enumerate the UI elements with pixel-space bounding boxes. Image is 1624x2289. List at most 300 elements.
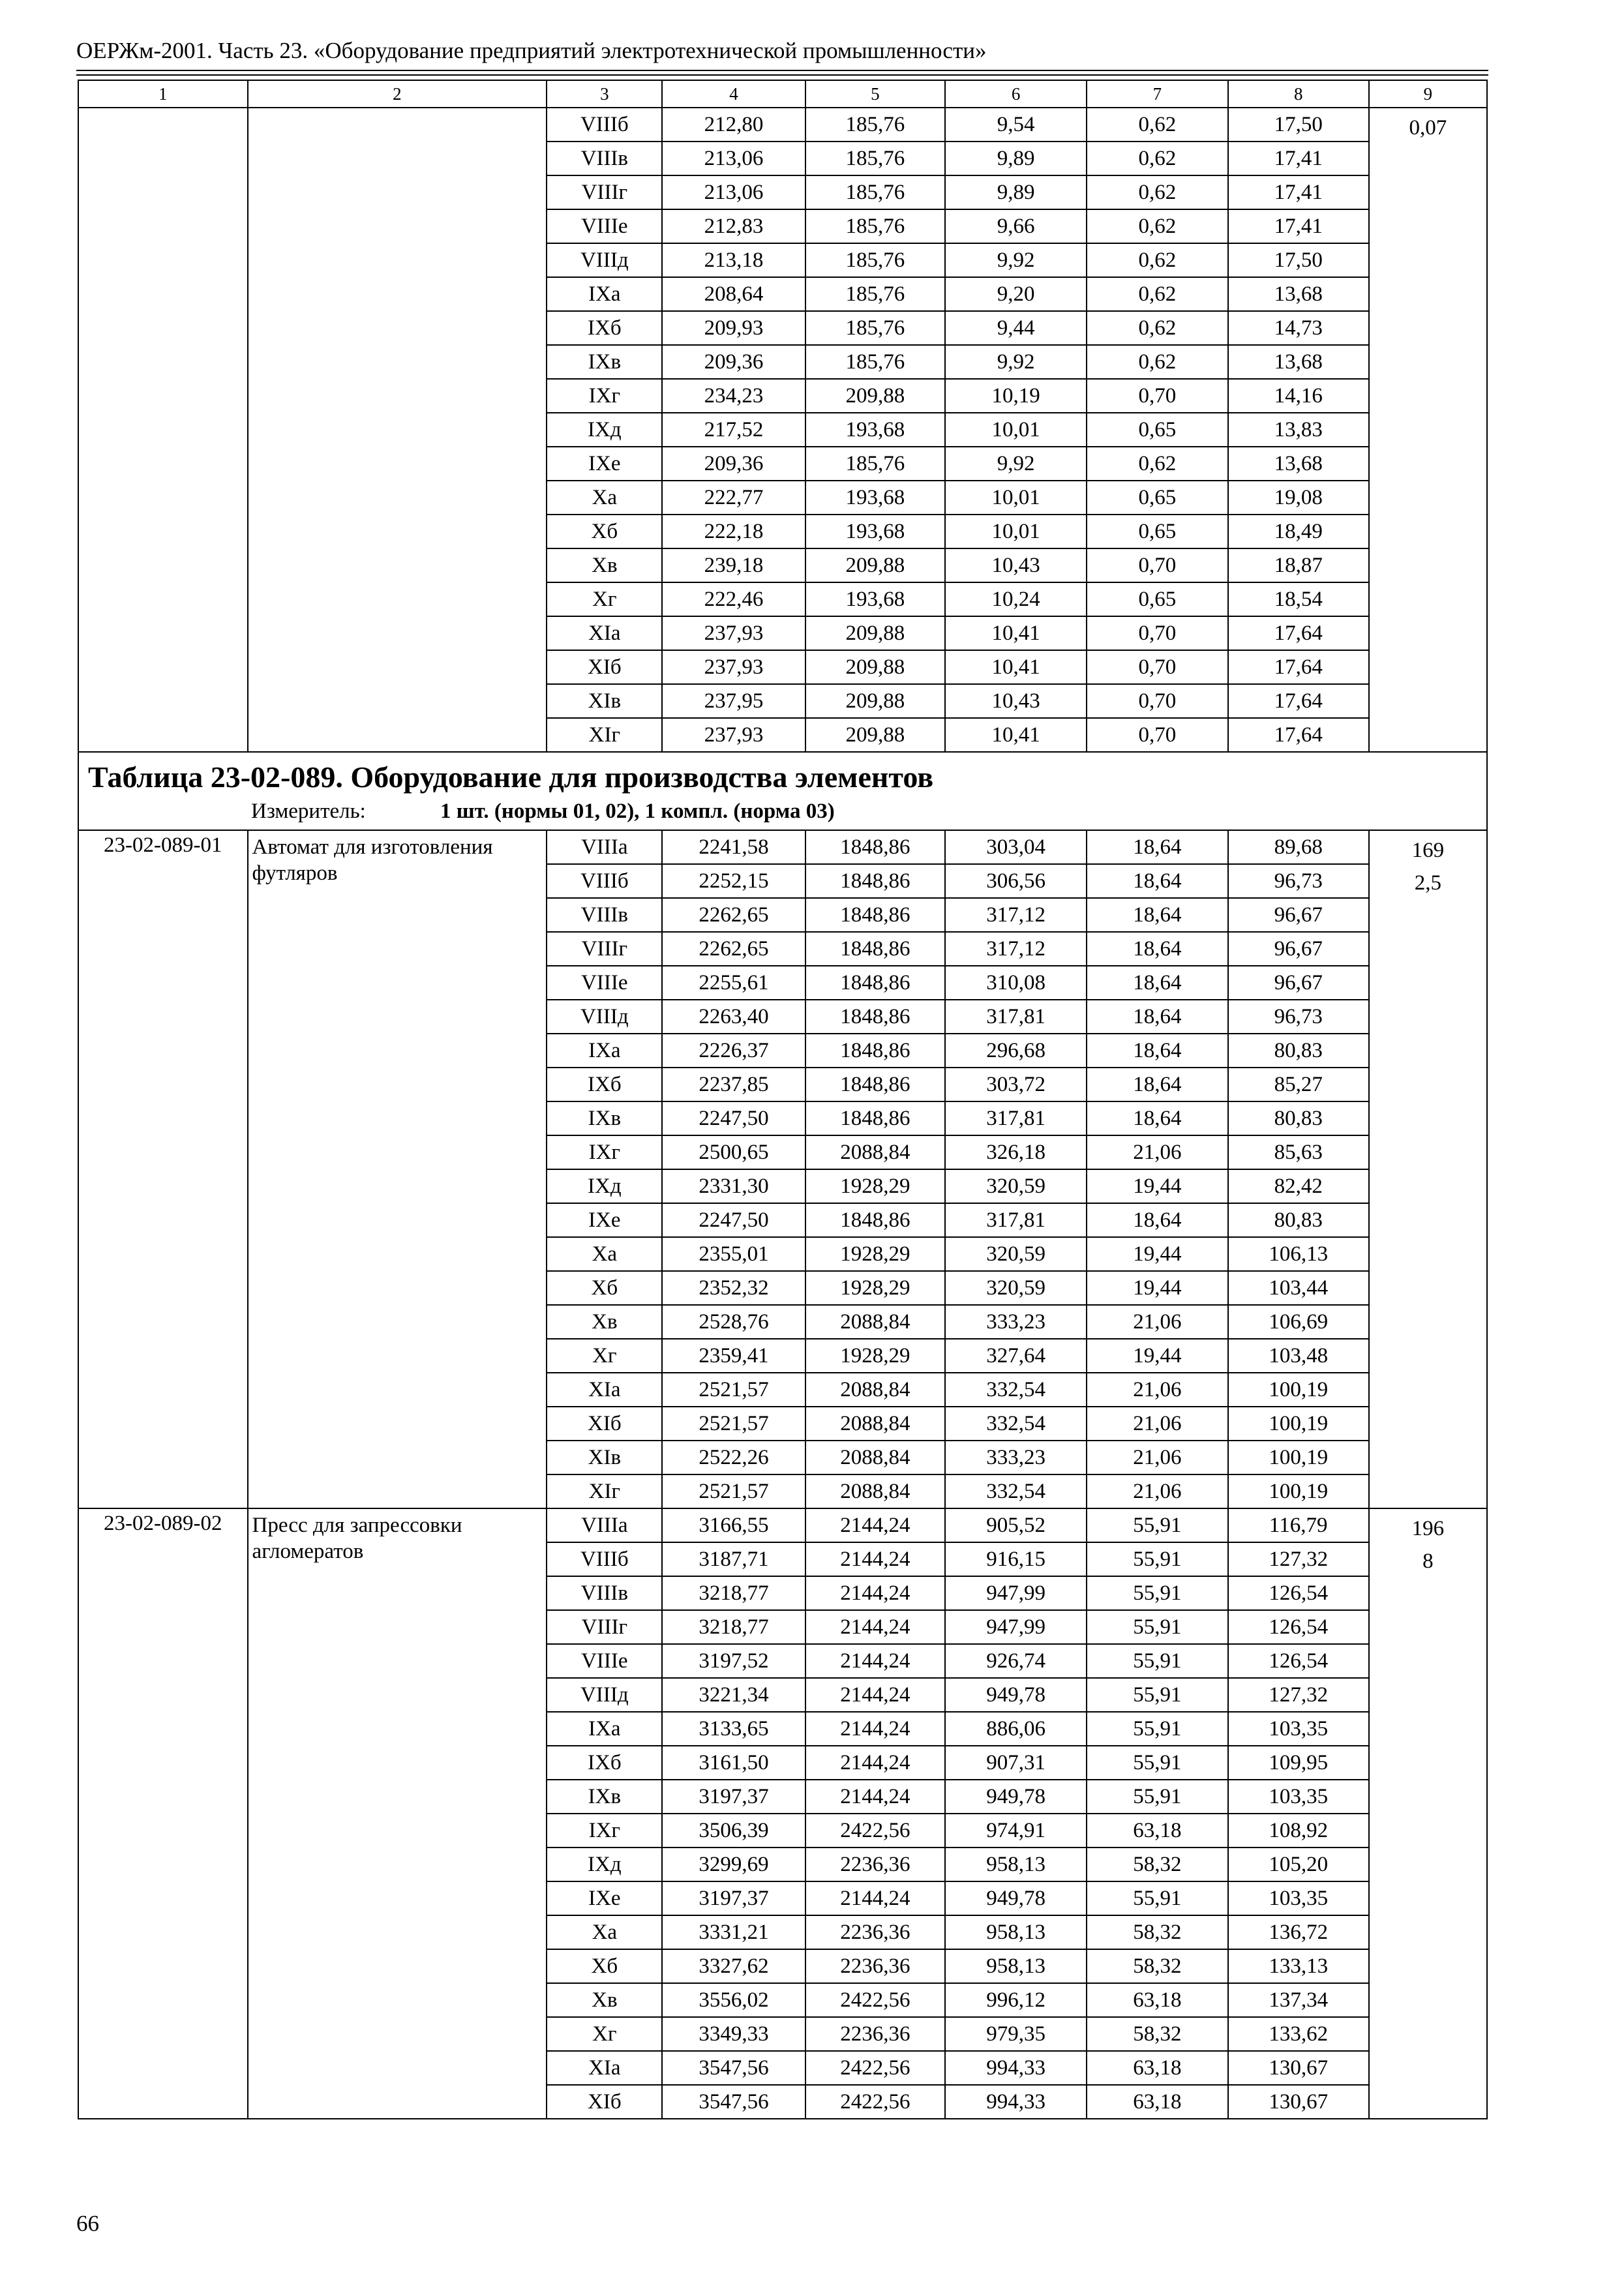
cell-col-7: 0,62: [1087, 447, 1227, 481]
cell-col-6: 886,06: [945, 1712, 1087, 1746]
item-code: 23-02-089-01: [78, 830, 248, 1508]
cell-col-3: VIIIв: [547, 1576, 662, 1610]
cell-col-4: 3187,71: [662, 1542, 805, 1576]
item-code: [78, 108, 248, 752]
cell-col-6: 317,81: [945, 1203, 1087, 1237]
cell-col-8: 85,27: [1228, 1068, 1369, 1101]
item-col9: [1369, 1508, 1487, 2119]
cell-col-8: 105,20: [1228, 1848, 1369, 1881]
cell-col-6: 332,54: [945, 1407, 1087, 1441]
cell-col-6: 949,78: [945, 1780, 1087, 1814]
cell-col-4: 2226,37: [662, 1034, 805, 1068]
cell-col-6: 9,92: [945, 447, 1087, 481]
cell-col-7: 55,91: [1087, 1508, 1227, 1542]
cell-col-4: 2528,76: [662, 1305, 805, 1339]
cell-col-8: 103,35: [1228, 1712, 1369, 1746]
section-header-row: [78, 752, 1487, 830]
cell-col-6: 332,54: [945, 1373, 1087, 1407]
cell-col-8: 19,08: [1228, 481, 1369, 515]
cell-col-3: XIг: [547, 718, 662, 752]
cell-col-4: 3218,77: [662, 1610, 805, 1644]
cell-col-3: IXг: [547, 1814, 662, 1848]
cell-col-3: IXв: [547, 345, 662, 379]
cell-col-4: 3197,52: [662, 1644, 805, 1678]
cell-col-6: 10,41: [945, 650, 1087, 684]
cell-col-3: IXа: [547, 277, 662, 311]
cell-col-4: 237,93: [662, 650, 805, 684]
cell-col-4: 2241,58: [662, 830, 805, 864]
cell-col-3: Xг: [547, 582, 662, 616]
cell-col-7: 0,62: [1087, 209, 1227, 243]
cell-col-5: 185,76: [805, 142, 945, 175]
cell-col-8: 130,67: [1228, 2051, 1369, 2085]
cell-col-8: 13,68: [1228, 277, 1369, 311]
col9-value: 2,5: [1414, 871, 1442, 895]
cell-col-7: 55,91: [1087, 1542, 1227, 1576]
cell-col-7: 0,70: [1087, 718, 1227, 752]
cell-col-7: 55,91: [1087, 1610, 1227, 1644]
cell-col-8: 126,54: [1228, 1610, 1369, 1644]
section-unit: [88, 798, 1480, 826]
cell-col-5: 1848,86: [805, 1034, 945, 1068]
cell-col-4: 212,80: [662, 108, 805, 142]
cell-col-8: 116,79: [1228, 1508, 1369, 1542]
cell-col-5: 2144,24: [805, 1542, 945, 1576]
cell-col-8: 96,73: [1228, 1000, 1369, 1034]
cell-col-7: 18,64: [1087, 1203, 1227, 1237]
cell-col-5: 1928,29: [805, 1169, 945, 1203]
cell-col-7: 19,44: [1087, 1339, 1227, 1373]
cell-col-5: 209,88: [805, 650, 945, 684]
cell-col-5: 209,88: [805, 684, 945, 718]
item-col9: [1369, 108, 1487, 752]
cell-col-8: 109,95: [1228, 1746, 1369, 1780]
cell-col-6: 10,43: [945, 548, 1087, 582]
cell-col-8: 103,35: [1228, 1881, 1369, 1915]
cell-col-8: 133,13: [1228, 1949, 1369, 1983]
cell-col-5: 1848,86: [805, 1203, 945, 1237]
cell-col-6: 9,92: [945, 243, 1087, 277]
cell-col-6: 10,41: [945, 718, 1087, 752]
cell-col-8: 80,83: [1228, 1034, 1369, 1068]
cell-col-8: 136,72: [1228, 1915, 1369, 1949]
cell-col-3: VIIIв: [547, 142, 662, 175]
cell-col-6: 949,78: [945, 1881, 1087, 1915]
cell-col-4: 2521,57: [662, 1474, 805, 1508]
cell-col-8: 17,41: [1228, 175, 1369, 209]
cell-col-6: 9,44: [945, 311, 1087, 345]
cell-col-5: 185,76: [805, 345, 945, 379]
cell-col-7: 0,70: [1087, 616, 1227, 650]
cell-col-7: 18,64: [1087, 898, 1227, 932]
cell-col-3: IXб: [547, 1068, 662, 1101]
cell-col-8: 17,50: [1228, 108, 1369, 142]
cell-col-4: 2359,41: [662, 1339, 805, 1373]
cell-col-8: 103,48: [1228, 1339, 1369, 1373]
cell-col-5: 2088,84: [805, 1135, 945, 1169]
table-row: [78, 1508, 1487, 1542]
cell-col-3: Xб: [547, 1271, 662, 1305]
cell-col-3: VIIIг: [547, 175, 662, 209]
cell-col-4: 2255,61: [662, 966, 805, 1000]
cell-col-4: 2262,65: [662, 898, 805, 932]
col9-value: 169: [1411, 839, 1445, 863]
cell-col-8: 14,73: [1228, 311, 1369, 345]
column-number-row: [78, 80, 1487, 108]
cell-col-6: 303,72: [945, 1068, 1087, 1101]
cell-col-5: 193,68: [805, 413, 945, 447]
cell-col-4: 212,83: [662, 209, 805, 243]
unit-label: Измеритель:: [251, 800, 366, 824]
cell-col-8: 17,64: [1228, 650, 1369, 684]
column-number: 6: [945, 80, 1087, 108]
cell-col-7: 63,18: [1087, 2051, 1227, 2085]
cell-col-5: 1848,86: [805, 830, 945, 864]
cell-col-3: VIIIб: [547, 108, 662, 142]
cell-col-7: 18,64: [1087, 1068, 1227, 1101]
cell-col-5: 1928,29: [805, 1237, 945, 1271]
cell-col-7: 0,62: [1087, 175, 1227, 209]
cell-col-8: 96,67: [1228, 932, 1369, 966]
cell-col-8: 17,50: [1228, 243, 1369, 277]
cell-col-4: 3161,50: [662, 1746, 805, 1780]
cell-col-4: 2521,57: [662, 1407, 805, 1441]
column-number: 3: [547, 80, 662, 108]
cell-col-5: 1848,86: [805, 1000, 945, 1034]
cell-col-7: 18,64: [1087, 830, 1227, 864]
cell-col-3: IXг: [547, 1135, 662, 1169]
cell-col-7: 21,06: [1087, 1441, 1227, 1474]
cell-col-5: 1848,86: [805, 1101, 945, 1135]
cell-col-7: 55,91: [1087, 1678, 1227, 1712]
cell-col-8: 106,69: [1228, 1305, 1369, 1339]
cell-col-8: 17,64: [1228, 616, 1369, 650]
cell-col-3: IXе: [547, 447, 662, 481]
cell-col-4: 3506,39: [662, 1814, 805, 1848]
cell-col-7: 0,70: [1087, 548, 1227, 582]
cell-col-6: 317,81: [945, 1101, 1087, 1135]
cell-col-7: 55,91: [1087, 1576, 1227, 1610]
cell-col-8: 130,67: [1228, 2085, 1369, 2119]
cell-col-7: 18,64: [1087, 966, 1227, 1000]
cell-col-8: 127,32: [1228, 1542, 1369, 1576]
cell-col-8: 18,87: [1228, 548, 1369, 582]
cell-col-4: 239,18: [662, 548, 805, 582]
cell-col-6: 9,54: [945, 108, 1087, 142]
cell-col-6: 9,66: [945, 209, 1087, 243]
cell-col-4: 3218,77: [662, 1576, 805, 1610]
cell-col-7: 63,18: [1087, 1983, 1227, 2017]
cell-col-7: 0,65: [1087, 582, 1227, 616]
cell-col-4: 2247,50: [662, 1101, 805, 1135]
cell-col-8: 80,83: [1228, 1203, 1369, 1237]
cell-col-7: 0,62: [1087, 311, 1227, 345]
cell-col-8: 17,41: [1228, 142, 1369, 175]
cell-col-3: XIа: [547, 616, 662, 650]
cell-col-4: 237,95: [662, 684, 805, 718]
cell-col-4: 2263,40: [662, 1000, 805, 1034]
cell-col-6: 320,59: [945, 1271, 1087, 1305]
cell-col-6: 317,12: [945, 932, 1087, 966]
column-number: 7: [1087, 80, 1227, 108]
cell-col-7: 18,64: [1087, 1034, 1227, 1068]
cell-col-5: 193,68: [805, 515, 945, 548]
cell-col-7: 0,62: [1087, 345, 1227, 379]
cell-col-7: 55,91: [1087, 1644, 1227, 1678]
cell-col-4: 3299,69: [662, 1848, 805, 1881]
cell-col-3: IXд: [547, 1169, 662, 1203]
item-name: Автомат для изготовления футляров: [248, 830, 547, 1508]
cell-col-4: 2237,85: [662, 1068, 805, 1101]
cell-col-5: 1928,29: [805, 1271, 945, 1305]
cell-col-6: 332,54: [945, 1474, 1087, 1508]
cell-col-6: 310,08: [945, 966, 1087, 1000]
table-row: [78, 108, 1487, 142]
cell-col-6: 10,01: [945, 481, 1087, 515]
cell-col-6: 958,13: [945, 1949, 1087, 1983]
cell-col-6: 10,01: [945, 515, 1087, 548]
cell-col-6: 327,64: [945, 1339, 1087, 1373]
cell-col-5: 2088,84: [805, 1407, 945, 1441]
cell-col-4: 213,06: [662, 175, 805, 209]
cell-col-3: XIв: [547, 684, 662, 718]
cell-col-8: 103,35: [1228, 1780, 1369, 1814]
cell-col-6: 9,89: [945, 142, 1087, 175]
cell-col-8: 108,92: [1228, 1814, 1369, 1848]
cell-col-6: 958,13: [945, 1848, 1087, 1881]
section-title: Таблица 23-02-089. Оборудование для производства элементов: [88, 760, 934, 794]
cell-col-4: 2522,26: [662, 1441, 805, 1474]
cell-col-8: 127,32: [1228, 1678, 1369, 1712]
cell-col-7: 0,62: [1087, 277, 1227, 311]
cell-col-3: Xв: [547, 1983, 662, 2017]
column-number: 1: [78, 80, 248, 108]
cell-col-7: 18,64: [1087, 864, 1227, 898]
cell-col-4: 3133,65: [662, 1712, 805, 1746]
cell-col-5: 2236,36: [805, 2017, 945, 2051]
cell-col-5: 2144,24: [805, 1508, 945, 1542]
cell-col-6: 996,12: [945, 1983, 1087, 2017]
cell-col-4: 3221,34: [662, 1678, 805, 1712]
cell-col-3: VIIIд: [547, 243, 662, 277]
cell-col-8: 82,42: [1228, 1169, 1369, 1203]
cell-col-6: 947,99: [945, 1576, 1087, 1610]
cell-col-7: 19,44: [1087, 1169, 1227, 1203]
cell-col-3: XIб: [547, 1407, 662, 1441]
cell-col-4: 237,93: [662, 718, 805, 752]
cell-col-6: 916,15: [945, 1542, 1087, 1576]
item-name: [248, 108, 547, 752]
cell-col-8: 126,54: [1228, 1576, 1369, 1610]
cell-col-5: 2144,24: [805, 1610, 945, 1644]
cell-col-3: IXб: [547, 1746, 662, 1780]
cell-col-7: 19,44: [1087, 1237, 1227, 1271]
cell-col-5: 185,76: [805, 447, 945, 481]
cell-col-4: 209,93: [662, 311, 805, 345]
cell-col-4: 209,36: [662, 345, 805, 379]
column-number: 2: [248, 80, 547, 108]
cell-col-6: 907,31: [945, 1746, 1087, 1780]
cell-col-7: 58,32: [1087, 1915, 1227, 1949]
cell-col-5: 209,88: [805, 548, 945, 582]
cell-col-7: 0,62: [1087, 243, 1227, 277]
cell-col-3: Xг: [547, 2017, 662, 2051]
cell-col-4: 208,64: [662, 277, 805, 311]
cell-col-3: IXв: [547, 1101, 662, 1135]
cell-col-5: 2144,24: [805, 1644, 945, 1678]
cell-col-8: 17,41: [1228, 209, 1369, 243]
cell-col-7: 0,65: [1087, 481, 1227, 515]
cell-col-3: XIв: [547, 1441, 662, 1474]
column-number: 5: [805, 80, 945, 108]
cell-col-7: 58,32: [1087, 2017, 1227, 2051]
cell-col-3: VIIIг: [547, 932, 662, 966]
unit-value: 1 шт. (нормы 01, 02), 1 компл. (норма 03): [440, 800, 835, 824]
cell-col-7: 21,06: [1087, 1135, 1227, 1169]
cell-col-3: Xа: [547, 1915, 662, 1949]
cell-col-6: 10,43: [945, 684, 1087, 718]
cell-col-5: 2144,24: [805, 1881, 945, 1915]
cell-col-5: 1848,86: [805, 966, 945, 1000]
cell-col-4: 222,77: [662, 481, 805, 515]
cell-col-5: 185,76: [805, 108, 945, 142]
cell-col-8: 100,19: [1228, 1407, 1369, 1441]
cell-col-7: 58,32: [1087, 1848, 1227, 1881]
cell-col-8: 13,83: [1228, 413, 1369, 447]
cell-col-5: 185,76: [805, 311, 945, 345]
cell-col-3: VIIIб: [547, 864, 662, 898]
cell-col-4: 217,52: [662, 413, 805, 447]
col9-value: 196: [1411, 1517, 1445, 1541]
cell-col-7: 18,64: [1087, 932, 1227, 966]
cell-col-5: 2422,56: [805, 1983, 945, 2017]
cell-col-5: 1928,29: [805, 1339, 945, 1373]
cell-col-6: 994,33: [945, 2085, 1087, 2119]
cell-col-4: 209,36: [662, 447, 805, 481]
cell-col-5: 2144,24: [805, 1678, 945, 1712]
cell-col-3: VIIIе: [547, 1644, 662, 1678]
cell-col-8: 13,68: [1228, 447, 1369, 481]
cell-col-8: 96,67: [1228, 966, 1369, 1000]
cell-col-5: 2144,24: [805, 1712, 945, 1746]
cell-col-5: 2236,36: [805, 1915, 945, 1949]
norms-table-body: [78, 80, 1487, 2119]
item-col9: [1369, 830, 1487, 1508]
cell-col-4: 2355,01: [662, 1237, 805, 1271]
cell-col-4: 3349,33: [662, 2017, 805, 2051]
cell-col-7: 63,18: [1087, 2085, 1227, 2119]
cell-col-3: Xб: [547, 515, 662, 548]
cell-col-7: 55,91: [1087, 1881, 1227, 1915]
cell-col-3: IXа: [547, 1712, 662, 1746]
cell-col-7: 18,64: [1087, 1000, 1227, 1034]
cell-col-4: 3556,02: [662, 1983, 805, 2017]
cell-col-6: 320,59: [945, 1169, 1087, 1203]
cell-col-8: 96,67: [1228, 898, 1369, 932]
cell-col-4: 234,23: [662, 379, 805, 413]
cell-col-3: IXе: [547, 1881, 662, 1915]
cell-col-4: 222,46: [662, 582, 805, 616]
cell-col-6: 905,52: [945, 1508, 1087, 1542]
cell-col-5: 1848,86: [805, 864, 945, 898]
cell-col-3: IXв: [547, 1780, 662, 1814]
cell-col-3: Xа: [547, 1237, 662, 1271]
cell-col-4: 3547,56: [662, 2051, 805, 2085]
cell-col-5: 2088,84: [805, 1441, 945, 1474]
cell-col-6: 979,35: [945, 2017, 1087, 2051]
cell-col-5: 2236,36: [805, 1848, 945, 1881]
cell-col-5: 193,68: [805, 481, 945, 515]
cell-col-3: VIIIд: [547, 1678, 662, 1712]
header-rule-top: [76, 70, 1488, 71]
cell-col-6: 926,74: [945, 1644, 1087, 1678]
cell-col-6: 958,13: [945, 1915, 1087, 1949]
cell-col-7: 63,18: [1087, 1814, 1227, 1848]
cell-col-6: 10,41: [945, 616, 1087, 650]
cell-col-5: 2088,84: [805, 1373, 945, 1407]
cell-col-5: 2422,56: [805, 2085, 945, 2119]
cell-col-8: 137,34: [1228, 1983, 1369, 2017]
cell-col-8: 85,63: [1228, 1135, 1369, 1169]
cell-col-8: 13,68: [1228, 345, 1369, 379]
cell-col-5: 2144,24: [805, 1746, 945, 1780]
cell-col-3: VIIIе: [547, 209, 662, 243]
cell-col-5: 2088,84: [805, 1305, 945, 1339]
header-rule-bottom: [76, 74, 1488, 76]
cell-col-4: 3331,21: [662, 1915, 805, 1949]
cell-col-8: 89,68: [1228, 830, 1369, 864]
cell-col-4: 3197,37: [662, 1780, 805, 1814]
table-row: [78, 830, 1487, 864]
cell-col-8: 100,19: [1228, 1373, 1369, 1407]
cell-col-3: Xв: [547, 1305, 662, 1339]
cell-col-5: 2144,24: [805, 1780, 945, 1814]
cell-col-3: IXг: [547, 379, 662, 413]
cell-col-3: VIIIд: [547, 1000, 662, 1034]
cell-col-7: 0,70: [1087, 650, 1227, 684]
cell-col-4: 237,93: [662, 616, 805, 650]
cell-col-7: 21,06: [1087, 1305, 1227, 1339]
cell-col-4: 2252,15: [662, 864, 805, 898]
cell-col-7: 0,65: [1087, 413, 1227, 447]
col9-value: 0,07: [1409, 116, 1447, 140]
cell-col-7: 21,06: [1087, 1474, 1227, 1508]
cell-col-3: VIIIв: [547, 898, 662, 932]
cell-col-5: 185,76: [805, 209, 945, 243]
cell-col-8: 80,83: [1228, 1101, 1369, 1135]
cell-col-3: VIIIа: [547, 830, 662, 864]
col9-value: 8: [1422, 1549, 1434, 1573]
cell-col-3: VIIIа: [547, 1508, 662, 1542]
cell-col-3: XIа: [547, 1373, 662, 1407]
cell-col-3: XIг: [547, 1474, 662, 1508]
cell-col-4: 3166,55: [662, 1508, 805, 1542]
cell-col-8: 126,54: [1228, 1644, 1369, 1678]
cell-col-8: 17,64: [1228, 684, 1369, 718]
column-number: 8: [1228, 80, 1369, 108]
cell-col-5: 209,88: [805, 379, 945, 413]
cell-col-3: IXд: [547, 413, 662, 447]
item-code: 23-02-089-02: [78, 1508, 248, 2119]
cell-col-6: 974,91: [945, 1814, 1087, 1848]
cell-col-3: XIа: [547, 2051, 662, 2085]
cell-col-6: 9,92: [945, 345, 1087, 379]
page-number: 66: [76, 2211, 99, 2236]
cell-col-4: 222,18: [662, 515, 805, 548]
cell-col-8: 18,49: [1228, 515, 1369, 548]
column-number: 4: [662, 80, 805, 108]
cell-col-4: 2500,65: [662, 1135, 805, 1169]
